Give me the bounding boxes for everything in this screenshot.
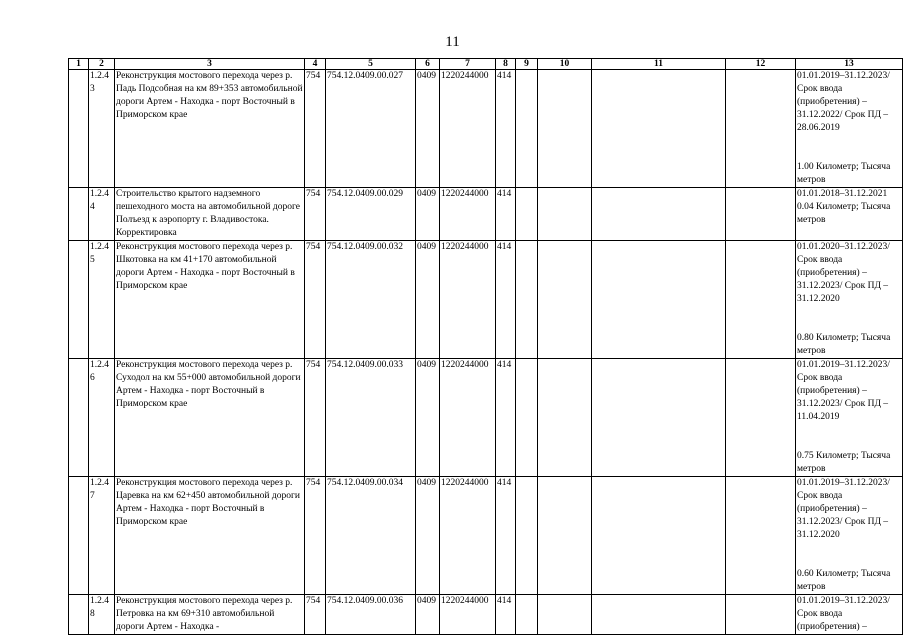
cell-c8: 414 bbox=[496, 241, 516, 359]
cell-c13 bbox=[796, 70, 903, 188]
cell-c5: 754.12.0409.00.036 bbox=[326, 595, 416, 635]
table-row bbox=[69, 477, 903, 595]
cell-c9 bbox=[516, 70, 538, 188]
cell-c7: 1220244000 bbox=[440, 188, 496, 241]
cell-c6: 0409 bbox=[416, 477, 440, 595]
cell-c3: Реконструкция мостового перехода через р. Падь Подсобная на км 89+353 автомобильной дороги Артем - Находка - порт Восточный в Приморском крае bbox=[115, 70, 305, 188]
cell-c6: 0409 bbox=[416, 359, 440, 477]
cell-c4: 754 bbox=[305, 70, 326, 188]
cell-c8: 414 bbox=[496, 188, 516, 241]
cell-c2: 1.2.4 7 bbox=[89, 477, 115, 595]
cell-c1 bbox=[69, 477, 89, 595]
cell-c12 bbox=[726, 477, 796, 595]
cell-c2: 1.2.4 8 bbox=[89, 595, 115, 635]
cell-c11 bbox=[592, 241, 726, 359]
cell-c6: 0409 bbox=[416, 70, 440, 188]
table-row bbox=[69, 359, 903, 477]
cell-c7: 1220244000 bbox=[440, 70, 496, 188]
cell-c11 bbox=[592, 70, 726, 188]
cell-c10 bbox=[538, 595, 592, 635]
page-number: 11 bbox=[445, 34, 460, 50]
column-header: 13 bbox=[796, 59, 903, 70]
cell-c1 bbox=[69, 359, 89, 477]
table-row bbox=[69, 241, 903, 359]
cell-c6: 0409 bbox=[416, 188, 440, 241]
cell-c8: 414 bbox=[496, 359, 516, 477]
cell-c13 bbox=[796, 595, 903, 635]
implementation-period: 01.01.2019–31.12.2023/ Срок ввода (приобретения) – 31.12.2023/ Срок ПД – 11.04.2019 bbox=[797, 360, 890, 422]
cell-c5: 754.12.0409.00.027 bbox=[326, 70, 416, 188]
cell-c2: 1.2.4 4 bbox=[89, 188, 115, 241]
cell-c2: 1.2.4 3 bbox=[89, 70, 115, 188]
cell-c12 bbox=[726, 70, 796, 188]
cell-c3: Реконструкция мостового перехода через р. Петровка на км 69+310 автомобильной дороги Артем - Находка - bbox=[115, 595, 305, 635]
cell-c1 bbox=[69, 241, 89, 359]
column-header: 12 bbox=[726, 59, 796, 70]
cell-spacer bbox=[797, 135, 901, 161]
column-header: 5 bbox=[326, 59, 416, 70]
cell-c11 bbox=[592, 477, 726, 595]
cell-c8: 414 bbox=[496, 595, 516, 635]
cell-c9 bbox=[516, 477, 538, 595]
cell-c11 bbox=[592, 359, 726, 477]
implementation-period: 01.01.2019–31.12.2023/ Срок ввода (приобретения) – 31.12.2023/ Срок ПД – 31.12.2020 bbox=[797, 478, 890, 540]
cell-c6: 0409 bbox=[416, 241, 440, 359]
cell-c1 bbox=[69, 595, 89, 635]
cell-c3: Реконструкция мостового перехода через р. Шкотовка на км 41+170 автомобильной дороги Артем - Находка - порт Восточный в Приморском крае bbox=[115, 241, 305, 359]
cell-c10 bbox=[538, 477, 592, 595]
cell-c7: 1220244000 bbox=[440, 477, 496, 595]
cell-c8: 414 bbox=[496, 70, 516, 188]
column-header: 4 bbox=[305, 59, 326, 70]
cell-c5: 754.12.0409.00.034 bbox=[326, 477, 416, 595]
capacity-value: 0.80 Километр; Тысяча метров bbox=[797, 333, 891, 356]
cell-c7: 1220244000 bbox=[440, 595, 496, 635]
column-header: 3 bbox=[115, 59, 305, 70]
cell-c12 bbox=[726, 188, 796, 241]
cell-spacer bbox=[797, 424, 901, 450]
cell-c1 bbox=[69, 70, 89, 188]
cell-c10 bbox=[538, 70, 592, 188]
cell-c3: Реконструкция мостового перехода через р. Суходол на км 55+000 автомобильной дороги Артем - Находка - порт Восточный в Приморском крае bbox=[115, 359, 305, 477]
cell-c7: 1220244000 bbox=[440, 359, 496, 477]
cell-c12 bbox=[726, 359, 796, 477]
implementation-period: 01.01.2019–31.12.2023/ Срок ввода (приобретения) – 31.12.2022/ Срок ПД – 28.06.2019 bbox=[797, 71, 890, 133]
cell-c3: Реконструкция мостового перехода через р. Царевка на км 62+450 автомобильной дороги Артем - Находка - порт Восточный в Приморском крае bbox=[115, 477, 305, 595]
table-row bbox=[69, 188, 903, 241]
cell-c9 bbox=[516, 595, 538, 635]
table-body bbox=[69, 70, 903, 635]
column-header: 11 bbox=[592, 59, 726, 70]
capacity-value: 1.00 Километр; Тысяча метров bbox=[797, 162, 891, 185]
cell-c4: 754 bbox=[305, 477, 326, 595]
column-header: 7 bbox=[440, 59, 496, 70]
cell-c8: 414 bbox=[496, 477, 516, 595]
cell-c13 bbox=[796, 359, 903, 477]
column-header: 8 bbox=[496, 59, 516, 70]
implementation-period: 01.01.2018–31.12.2021 bbox=[797, 189, 888, 199]
cell-c5: 754.12.0409.00.033 bbox=[326, 359, 416, 477]
cell-c1 bbox=[69, 188, 89, 241]
cell-c13 bbox=[796, 477, 903, 595]
cell-c13 bbox=[796, 241, 903, 359]
column-number-row bbox=[69, 59, 903, 70]
cell-c3: Строительство крытого надземного пешеходного моста на автомобильной дороге Полъезд к аэропорту г. Владивостока. Корректировка bbox=[115, 188, 305, 241]
cell-c4: 754 bbox=[305, 595, 326, 635]
cell-c4: 754 bbox=[305, 241, 326, 359]
column-header: 9 bbox=[516, 59, 538, 70]
cell-c2: 1.2.4 6 bbox=[89, 359, 115, 477]
cell-c13 bbox=[796, 188, 903, 241]
implementation-period: 01.01.2020–31.12.2023/ Срок ввода (приобретения) – 31.12.2023/ Срок ПД – 31.12.2020 bbox=[797, 242, 890, 304]
cell-spacer bbox=[797, 542, 901, 568]
cell-c12 bbox=[726, 595, 796, 635]
table-row bbox=[69, 70, 903, 188]
cell-c11 bbox=[592, 188, 726, 241]
cell-c10 bbox=[538, 188, 592, 241]
cell-c12 bbox=[726, 241, 796, 359]
column-header: 1 bbox=[69, 59, 89, 70]
cell-c2: 1.2.4 5 bbox=[89, 241, 115, 359]
cell-c7: 1220244000 bbox=[440, 241, 496, 359]
cell-c11 bbox=[592, 595, 726, 635]
capacity-value: 0.04 Километр; Тысяча метров bbox=[797, 202, 891, 225]
cell-c4: 754 bbox=[305, 188, 326, 241]
cell-c9 bbox=[516, 241, 538, 359]
cell-c9 bbox=[516, 359, 538, 477]
cell-c10 bbox=[538, 359, 592, 477]
column-header: 10 bbox=[538, 59, 592, 70]
capacity-value: 0.60 Километр; Тысяча метров bbox=[797, 569, 891, 592]
register-table bbox=[68, 58, 903, 635]
cell-c6: 0409 bbox=[416, 595, 440, 635]
implementation-period: 01.01.2019–31.12.2023/ Срок ввода (приобретения) – bbox=[797, 596, 890, 632]
column-header: 6 bbox=[416, 59, 440, 70]
cell-c9 bbox=[516, 188, 538, 241]
cell-c10 bbox=[538, 241, 592, 359]
capacity-value: 0.75 Километр; Тысяча метров bbox=[797, 451, 891, 474]
cell-c5: 754.12.0409.00.029 bbox=[326, 188, 416, 241]
cell-spacer bbox=[797, 306, 901, 332]
table-row bbox=[69, 595, 903, 635]
cell-c4: 754 bbox=[305, 359, 326, 477]
column-header: 2 bbox=[89, 59, 115, 70]
cell-c5: 754.12.0409.00.032 bbox=[326, 241, 416, 359]
